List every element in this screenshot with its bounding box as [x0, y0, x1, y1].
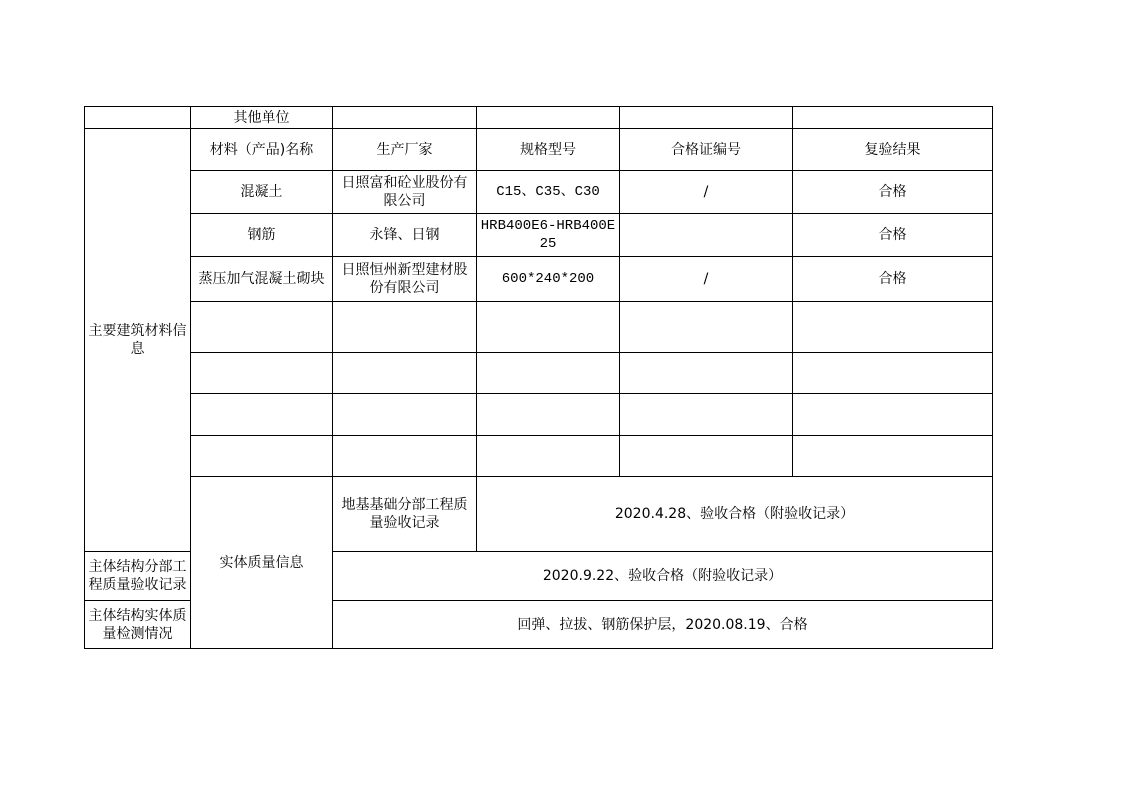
quality-item-label: 主体结构实体质量检测情况 [85, 601, 191, 649]
cert-no [620, 214, 793, 257]
other-unit-label: 其他单位 [191, 107, 333, 129]
empty-cell [620, 394, 793, 436]
header-material-name: 材料（产品)名称 [191, 129, 333, 171]
empty-cell [620, 302, 793, 353]
header-spec: 规格型号 [477, 129, 620, 171]
table-row-empty [85, 353, 993, 394]
empty-cell [793, 107, 993, 129]
manufacturer: 日照恒州新型建材股份有限公司 [333, 257, 477, 302]
empty-cell [620, 353, 793, 394]
empty-cell [477, 302, 620, 353]
header-retest-result: 复验结果 [793, 129, 993, 171]
manufacturer: 永锋、日钢 [333, 214, 477, 257]
quality-section-label: 实体质量信息 [191, 477, 333, 649]
materials-section-label: 主要建筑材料信息 [85, 129, 191, 552]
header-manufacturer: 生产厂家 [333, 129, 477, 171]
quality-item-label: 主体结构分部工程质量验收记录 [85, 552, 191, 601]
spec: HRB400E6-HRB400E25 [477, 214, 620, 257]
empty-cell [793, 394, 993, 436]
quality-item-value: 2020.9.22、验收合格（附验收记录） [333, 552, 993, 601]
empty-cell [333, 394, 477, 436]
quality-item-value: 回弹、拉拔、钢筋保护层，2020.08.19、合格 [333, 601, 993, 649]
material-name: 蒸压加气混凝土砌块 [191, 257, 333, 302]
empty-cell [333, 353, 477, 394]
table-row [85, 257, 993, 302]
cert-no: / [620, 171, 793, 214]
empty-cell [793, 353, 993, 394]
empty-cell [620, 436, 793, 477]
table-row-empty [85, 302, 993, 353]
table-row-empty [85, 394, 993, 436]
quality-row [85, 477, 993, 552]
empty-cell [85, 107, 191, 129]
empty-cell [793, 436, 993, 477]
empty-cell [333, 302, 477, 353]
empty-cell [191, 353, 333, 394]
empty-cell [191, 436, 333, 477]
retest-result: 合格 [793, 214, 993, 257]
table-row-empty [85, 436, 993, 477]
empty-cell [477, 353, 620, 394]
empty-cell [793, 302, 993, 353]
manufacturer: 日照富和砼业股份有限公司 [333, 171, 477, 214]
table-row-other-unit [85, 107, 993, 129]
material-name: 混凝土 [191, 171, 333, 214]
empty-cell [477, 436, 620, 477]
material-name: 钢筋 [191, 214, 333, 257]
materials-header-row [85, 129, 993, 171]
retest-result: 合格 [793, 257, 993, 302]
report-table [84, 106, 993, 649]
empty-cell [191, 302, 333, 353]
empty-cell [620, 107, 793, 129]
retest-result: 合格 [793, 171, 993, 214]
empty-cell [477, 394, 620, 436]
table-row [85, 171, 993, 214]
cert-no: / [620, 257, 793, 302]
quality-item-label: 地基基础分部工程质量验收记录 [333, 477, 477, 552]
empty-cell [191, 394, 333, 436]
header-cert-no: 合格证编号 [620, 129, 793, 171]
quality-item-value: 2020.4.28、验收合格（附验收记录） [477, 477, 993, 552]
table-row [85, 214, 993, 257]
empty-cell [477, 107, 620, 129]
spec: C15、C35、C30 [477, 171, 620, 214]
spec: 600*240*200 [477, 257, 620, 302]
empty-cell [333, 436, 477, 477]
empty-cell [333, 107, 477, 129]
